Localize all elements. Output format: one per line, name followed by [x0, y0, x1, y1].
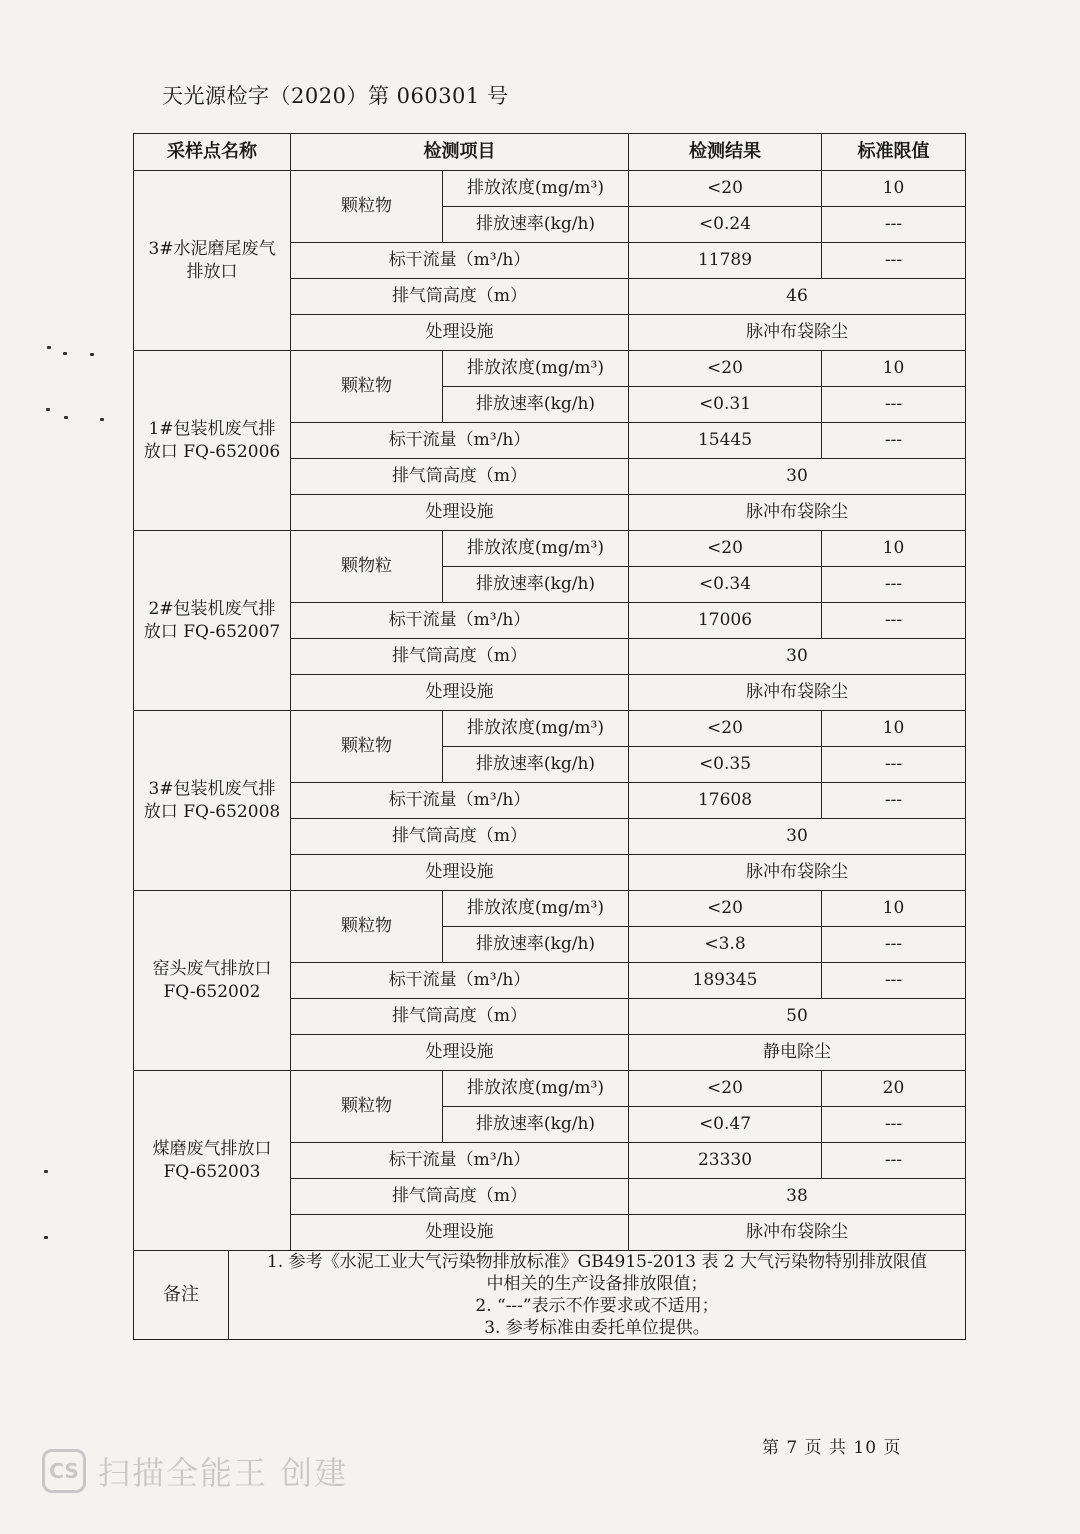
note-line: 2. “---”表示不作要求或不适用； — [475, 1296, 719, 1317]
watermark-text: 扫描全能王 创建 — [98, 1454, 349, 1492]
rate-limit: --- — [822, 747, 966, 783]
table-row — [134, 351, 966, 387]
rate-label: 排放速率(kg/h) — [443, 207, 629, 243]
table-row — [134, 171, 966, 207]
concentration-label: 排放浓度(mg/m³) — [443, 711, 629, 747]
notes-label: 备注 — [134, 1251, 229, 1340]
stack-height-value: 50 — [629, 999, 966, 1035]
scan-speck-icon — [64, 416, 68, 419]
rate-label: 排放速率(kg/h) — [443, 387, 629, 423]
table-row — [134, 1071, 966, 1107]
flow-result: 11789 — [629, 243, 822, 279]
concentration-limit: 10 — [822, 531, 966, 567]
rate-limit: --- — [822, 927, 966, 963]
concentration-limit: 10 — [822, 711, 966, 747]
rate-result: <0.47 — [629, 1107, 822, 1143]
rate-limit: --- — [822, 1107, 966, 1143]
concentration-result: <20 — [629, 351, 822, 387]
stack-height-label: 排气筒高度（m） — [291, 639, 629, 675]
camscanner-logo-icon: CS — [42, 1449, 86, 1493]
notes-row — [134, 1251, 966, 1340]
station-name: 1#包装机废气排 放口 FQ-652006 — [134, 351, 291, 531]
header-sampling-point: 采样点名称 — [134, 134, 291, 171]
scan-speck-icon — [44, 1170, 48, 1173]
rate-result: <3.8 — [629, 927, 822, 963]
flow-label: 标干流量（m³/h） — [291, 423, 629, 459]
facility-label: 处理设施 — [291, 675, 629, 711]
concentration-label: 排放浓度(mg/m³) — [443, 531, 629, 567]
facility-label: 处理设施 — [291, 495, 629, 531]
flow-result: 15445 — [629, 423, 822, 459]
station-name: 3#水泥磨尾废气 排放口 — [134, 171, 291, 351]
flow-limit: --- — [822, 963, 966, 999]
station-name: 2#包装机废气排 放口 FQ-652007 — [134, 531, 291, 711]
concentration-limit: 20 — [822, 1071, 966, 1107]
facility-value: 脉冲布袋除尘 — [629, 495, 966, 531]
scan-speck-icon — [46, 408, 50, 411]
rate-limit: --- — [822, 207, 966, 243]
facility-value: 脉冲布袋除尘 — [629, 675, 966, 711]
header-standard-limit: 标准限值 — [822, 134, 966, 171]
stack-height-value: 30 — [629, 819, 966, 855]
concentration-label: 排放浓度(mg/m³) — [443, 171, 629, 207]
rate-limit: --- — [822, 567, 966, 603]
concentration-result: <20 — [629, 891, 822, 927]
concentration-result: <20 — [629, 171, 822, 207]
facility-value: 脉冲布袋除尘 — [629, 315, 966, 351]
monitoring-results-table — [133, 133, 966, 1340]
pollutant-name: 颗粒物 — [291, 891, 443, 963]
flow-limit: --- — [822, 423, 966, 459]
page-number: 第 7 页 共 10 页 — [762, 1438, 902, 1458]
flow-result: 17608 — [629, 783, 822, 819]
facility-value: 静电除尘 — [629, 1035, 966, 1071]
rate-label: 排放速率(kg/h) — [443, 1107, 629, 1143]
flow-label: 标干流量（m³/h） — [291, 243, 629, 279]
flow-limit: --- — [822, 243, 966, 279]
concentration-limit: 10 — [822, 891, 966, 927]
facility-label: 处理设施 — [291, 1215, 629, 1251]
scan-speck-icon — [100, 418, 104, 421]
note-line: 中相关的生产设备排放限值； — [486, 1274, 708, 1295]
rate-label: 排放速率(kg/h) — [443, 927, 629, 963]
table-header-row — [134, 134, 966, 171]
pollutant-name: 颗粒物 — [291, 711, 443, 783]
pollutant-name: 颗物粒 — [291, 531, 443, 603]
facility-label: 处理设施 — [291, 855, 629, 891]
stack-height-label: 排气筒高度（m） — [291, 999, 629, 1035]
stack-height-label: 排气筒高度（m） — [291, 1179, 629, 1215]
scan-speck-icon — [90, 353, 94, 356]
stack-height-value: 46 — [629, 279, 966, 315]
concentration-limit: 10 — [822, 351, 966, 387]
stack-height-label: 排气筒高度（m） — [291, 459, 629, 495]
document-number: 天光源检字（2020）第 060301 号 — [162, 84, 509, 108]
rate-result: <0.31 — [629, 387, 822, 423]
rate-result: <0.24 — [629, 207, 822, 243]
stack-height-value: 30 — [629, 639, 966, 675]
flow-label: 标干流量（m³/h） — [291, 783, 629, 819]
stack-height-value: 30 — [629, 459, 966, 495]
scan-speck-icon — [63, 352, 67, 355]
header-test-item: 检测项目 — [291, 134, 629, 171]
concentration-label: 排放浓度(mg/m³) — [443, 351, 629, 387]
table-row — [134, 891, 966, 927]
stack-height-label: 排气筒高度（m） — [291, 279, 629, 315]
flow-label: 标干流量（m³/h） — [291, 963, 629, 999]
flow-label: 标干流量（m³/h） — [291, 603, 629, 639]
flow-limit: --- — [822, 603, 966, 639]
rate-label: 排放速率(kg/h) — [443, 747, 629, 783]
rate-result: <0.35 — [629, 747, 822, 783]
stack-height-value: 38 — [629, 1179, 966, 1215]
concentration-limit: 10 — [822, 171, 966, 207]
flow-limit: --- — [822, 1143, 966, 1179]
pollutant-name: 颗粒物 — [291, 351, 443, 423]
table-row — [134, 711, 966, 747]
station-name: 煤磨废气排放口 FQ-652003 — [134, 1071, 291, 1251]
concentration-label: 排放浓度(mg/m³) — [443, 891, 629, 927]
stack-height-label: 排气筒高度（m） — [291, 819, 629, 855]
flow-result: 189345 — [629, 963, 822, 999]
table-row — [134, 531, 966, 567]
concentration-result: <20 — [629, 1071, 822, 1107]
pollutant-name: 颗粒物 — [291, 171, 443, 243]
concentration-result: <20 — [629, 531, 822, 567]
facility-value: 脉冲布袋除尘 — [629, 1215, 966, 1251]
flow-result: 17006 — [629, 603, 822, 639]
flow-label: 标干流量（m³/h） — [291, 1143, 629, 1179]
scan-speck-icon — [44, 1236, 48, 1239]
pollutant-name: 颗粒物 — [291, 1071, 443, 1143]
facility-label: 处理设施 — [291, 315, 629, 351]
flow-limit: --- — [822, 783, 966, 819]
concentration-result: <20 — [629, 711, 822, 747]
station-name: 窑头废气排放口 FQ-652002 — [134, 891, 291, 1071]
notes-content — [229, 1251, 966, 1340]
station-name: 3#包装机废气排 放口 FQ-652008 — [134, 711, 291, 891]
concentration-label: 排放浓度(mg/m³) — [443, 1071, 629, 1107]
header-test-result: 检测结果 — [629, 134, 822, 171]
facility-value: 脉冲布袋除尘 — [629, 855, 966, 891]
rate-result: <0.34 — [629, 567, 822, 603]
flow-result: 23330 — [629, 1143, 822, 1179]
rate-label: 排放速率(kg/h) — [443, 567, 629, 603]
note-line: 3. 参考标准由委托单位提供。 — [484, 1318, 710, 1339]
facility-label: 处理设施 — [291, 1035, 629, 1071]
scanner-watermark — [42, 1446, 348, 1496]
scan-speck-icon — [47, 346, 51, 349]
rate-limit: --- — [822, 387, 966, 423]
note-line: 1. 参考《水泥工业大气污染物排放标准》GB4915-2013 表 2 大气污染物特别排放限值 — [267, 1252, 927, 1272]
